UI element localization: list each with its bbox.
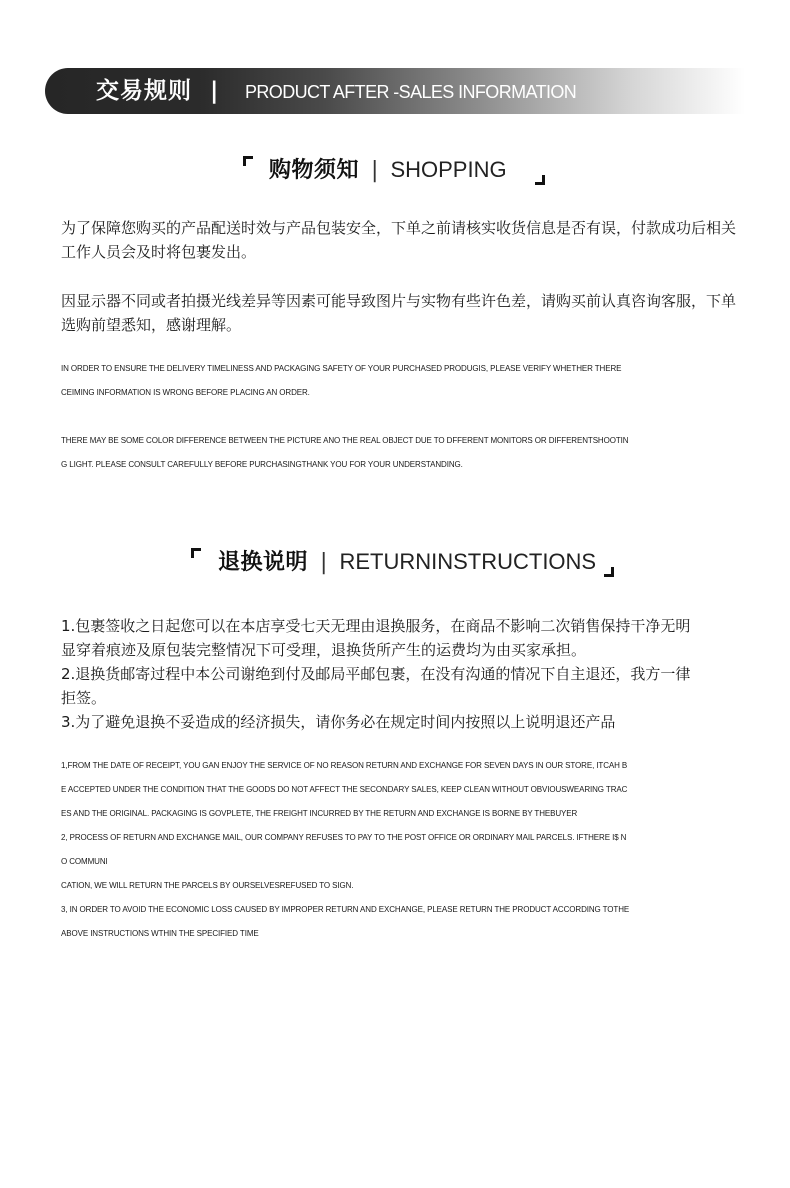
returns-rules-zh	[61, 614, 741, 734]
returns-en-line: E ACCEPTED UNDER THE CONDITION THAT THE GOODS DO NOT AFFECT THE SECONDARY SALES, KEEP CLEAN WITHOUT OBVIOUSWEARING TRAC	[61, 785, 628, 794]
returns-en-line: O COMMUNI	[61, 857, 108, 866]
shopping-heading	[269, 155, 507, 187]
returns-en-line: CATION, WE WILL RETURN THE PARCELS BY OURSELVESREFUSED TO SIGN.	[61, 881, 354, 890]
shopping-heading-zh: 购物须知	[269, 158, 360, 183]
returns-en-line: 1,FROM THE DATE OF RECEIPT, YOU GAN ENJOY THE SERVICE OF NO REASON RETURN AND EXCHANGE FOR SEVEN DAYS IN OUR STORE, ITCAH B	[61, 761, 628, 770]
banner-title: 交易规则	[96, 78, 192, 104]
banner-separator: |	[210, 78, 219, 104]
shopping-paragraph-2: 因显示器不同或者拍摄光线差异等因素可能导致图片与实物有些许色差，请购买前认真咨询客服，下单选购前望悉知，感谢理解。	[61, 292, 737, 334]
shopping-en-line: CEIMING INFORMATION IS WRONG BEFORE PLACING AN ORDER.	[61, 388, 310, 397]
corner-bracket-bottom-right-icon	[604, 567, 614, 577]
returns-en-line: ES AND THE ORIGINAL. PACKAGING IS GOVPLETE, THE FREIGHT INCURRED BY THE RETURN AND EXCHANGE IS BORNE BY THEBUYER	[61, 809, 578, 818]
corner-bracket-top-left-icon	[191, 548, 201, 558]
returns-heading-zh: 退换说明	[218, 550, 309, 575]
shopping-en-line: IN ORDER TO ENSURE THE DELIVERY TIMELINESS AND PACKAGING SAFETY OF YOUR PURCHASED PRODUGIS, PLEASE VERIFY WHETHER THERE	[61, 364, 622, 373]
returns-en-line: 2, PROCESS OF RETURN AND EXCHANGE MAIL, OUR COMPANY REFUSES TO PAY TO THE POST OFFICE OR ORDINARY MAIL PARCELS. IFTHERE I$ N	[61, 833, 627, 842]
corner-bracket-top-left-icon	[243, 156, 253, 166]
returns-rule-line: 显穿着痕迹及原包装完整情况下可受理，退换货所产生的运费均为由买家承担。	[61, 641, 587, 659]
shopping-en-line: THERE MAY BE SOME COLOR DIFFERENCE BETWEEN THE PICTURE ANO THE REAL OBJECT DUE TO DFFERENT MONITORS OR DIFFERENTSHOOTIN	[61, 436, 629, 445]
corner-bracket-bottom-right-icon	[535, 175, 545, 185]
shopping-paragraph-1: 为了保障您购买的产品配送时效与产品包装安全，下单之前请核实收货信息是否有误，付款成功后相关工作人员会及时将包裹发出。	[61, 219, 737, 261]
returns-rule-line: 2.退换货邮寄过程中本公司谢绝到付及邮局平邮包裹，在没有沟通的情况下自主退还，我方一律	[61, 665, 691, 683]
shopping-heading-separator: |	[371, 158, 379, 183]
shopping-heading-en: SHOPPING	[390, 157, 507, 182]
returns-heading-en: RETURNINSTRUCTIONS	[339, 549, 597, 574]
shopping-en-line: G LIGHT. PLEASE CONSULT CAREFULLY BEFORE PURCHASINGTHANK YOU FOR YOUR UNDERSTANDING.	[61, 460, 463, 469]
returns-heading-separator: |	[320, 550, 328, 575]
returns-en-line: 3, IN ORDER TO AVOID THE ECONOMIC LOSS CAUSED BY IMPROPER RETURN AND EXCHANGE, PLEASE RETURN THE PRODUCT ACCORDING TOTHE	[61, 905, 630, 914]
returns-heading	[218, 547, 596, 579]
returns-en-line: ABOVE INSTRUCTIONS WTHIN THE SPECIFIED TIME	[61, 929, 259, 938]
banner-subtitle: PRODUCT AFTER -SALES INFORMATION	[245, 82, 577, 102]
returns-rule-line: 拒签。	[61, 689, 107, 707]
returns-rule-line: 3.为了避免退换不妥造成的经济损失，请你务必在规定时间内按照以上说明退还产品	[61, 713, 616, 731]
returns-rule-line: 1.包裹签收之日起您可以在本店享受七天无理由退换服务，在商品不影响二次销售保持干净无明	[61, 617, 691, 635]
